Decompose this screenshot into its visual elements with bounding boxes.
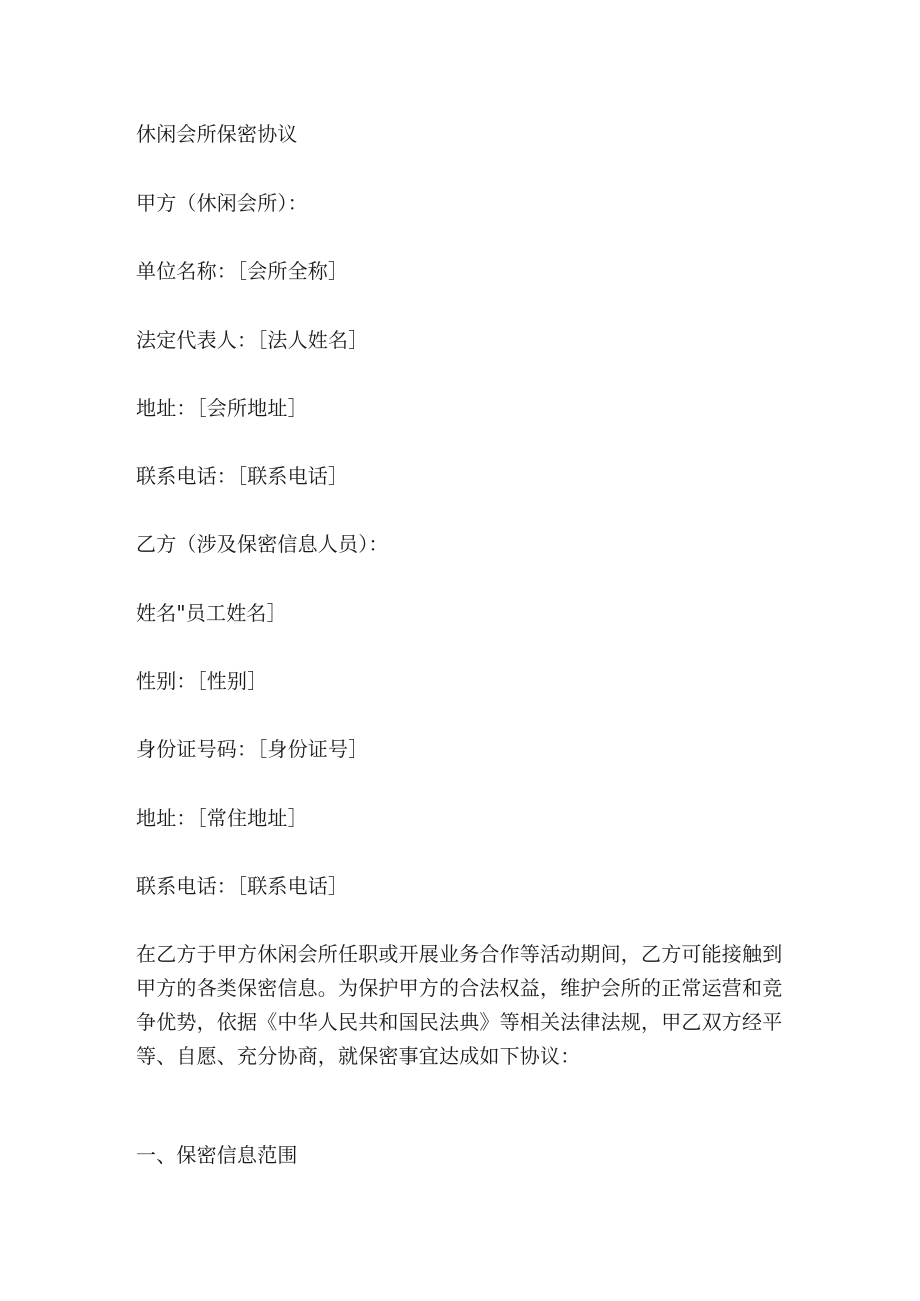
party-a-unit-name: 单位名称：［会所全称］	[136, 259, 349, 283]
party-b-id-number: 身份证号码：［身份证号］	[136, 737, 369, 761]
party-b-heading: 乙方（涉及保密信息人员）：	[136, 532, 389, 556]
party-b-address: 地址：［常住地址］	[136, 806, 308, 830]
party-a-address: 地址：［会所地址］	[136, 396, 308, 420]
preamble-line: 在乙方于甲方休闲会所任职或开展业务合作等活动期间，乙方可能接触到	[136, 942, 783, 966]
preamble-line: 等、自愿、充分协商，就保密事宜达成如下协议：	[136, 1044, 581, 1068]
document-title: 休闲会所保密协议	[136, 122, 298, 146]
party-b-name: 姓名"员工姓名］	[136, 601, 287, 625]
party-b-gender: 性别：［性别］	[136, 669, 268, 693]
section-1-heading: 一、保密信息范围	[136, 1143, 298, 1167]
preamble-line: 甲方的各类保密信息。为保护甲方的合法权益，维护会所的正常运营和竞	[136, 976, 783, 1000]
party-b-phone: 联系电话：［联系电话］	[136, 874, 349, 898]
party-a-heading: 甲方（休闲会所）：	[136, 191, 308, 215]
preamble-line: 争优势，依据《中华人民共和国民法典》等相关法律法规，甲乙双方经平	[136, 1010, 783, 1034]
preamble-paragraph	[136, 937, 786, 1073]
party-a-legal-rep: 法定代表人：［法人姓名］	[136, 328, 369, 352]
party-a-phone: 联系电话：［联系电话］	[136, 464, 349, 488]
